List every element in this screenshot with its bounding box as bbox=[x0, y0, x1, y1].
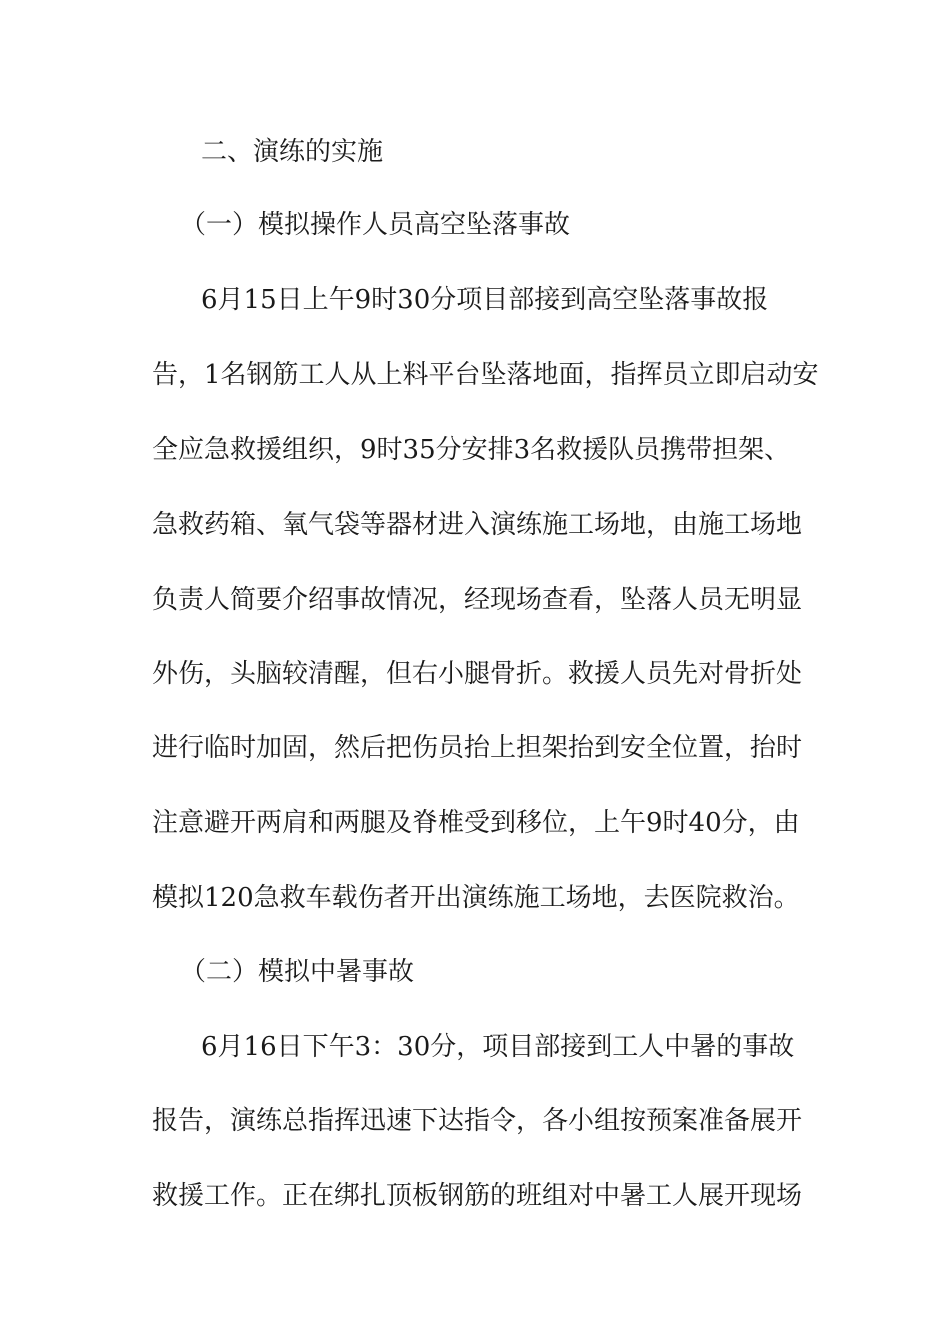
paragraph-1-line-1: 6月15日上午9时30分项目部接到高空坠落事故报 bbox=[201, 285, 769, 315]
paragraph-1-line-8: 注意避开两肩和两腿及脊椎受到移位，上午9时40分，由 bbox=[152, 808, 800, 838]
paragraph-1-line-3: 全应急救援组织，9时35分安排3名救援队员携带担架、 bbox=[152, 435, 791, 465]
paragraph-1-line-9: 模拟120急救车载伤者开出演练施工场地，去医院救治。 bbox=[152, 883, 800, 913]
section-heading: 二、演练的实施 bbox=[201, 137, 384, 167]
paragraph-2-line-3: 救援工作。正在绑扎顶板钢筋的班组对中暑工人展开现场 bbox=[152, 1181, 803, 1211]
subsection-heading-1: （一）模拟操作人员高空坠落事故 bbox=[180, 210, 571, 240]
paragraph-1-line-4: 急救药箱、氧气袋等器材进入演练施工场地，由施工场地 bbox=[152, 510, 803, 540]
paragraph-1-line-6: 外伤，头脑较清醒，但右小腿骨折。救援人员先对骨折处 bbox=[152, 659, 803, 689]
subsection-heading-2: （二）模拟中暑事故 bbox=[180, 957, 415, 987]
paragraph-1-line-2: 告，1名钢筋工人从上料平台坠落地面，指挥员立即启动安 bbox=[152, 360, 819, 390]
paragraph-2-line-2: 报告，演练总指挥迅速下达指令，各小组按预案准备展开 bbox=[152, 1106, 803, 1136]
paragraph-1-line-7: 进行临时加固，然后把伤员抬上担架抬到安全位置，抬时 bbox=[152, 733, 803, 763]
paragraph-1-line-5: 负责人简要介绍事故情况，经现场查看，坠落人员无明显 bbox=[152, 585, 803, 615]
paragraph-2-line-1: 6月16日下午3：30分，项目部接到工人中暑的事故 bbox=[201, 1032, 795, 1062]
